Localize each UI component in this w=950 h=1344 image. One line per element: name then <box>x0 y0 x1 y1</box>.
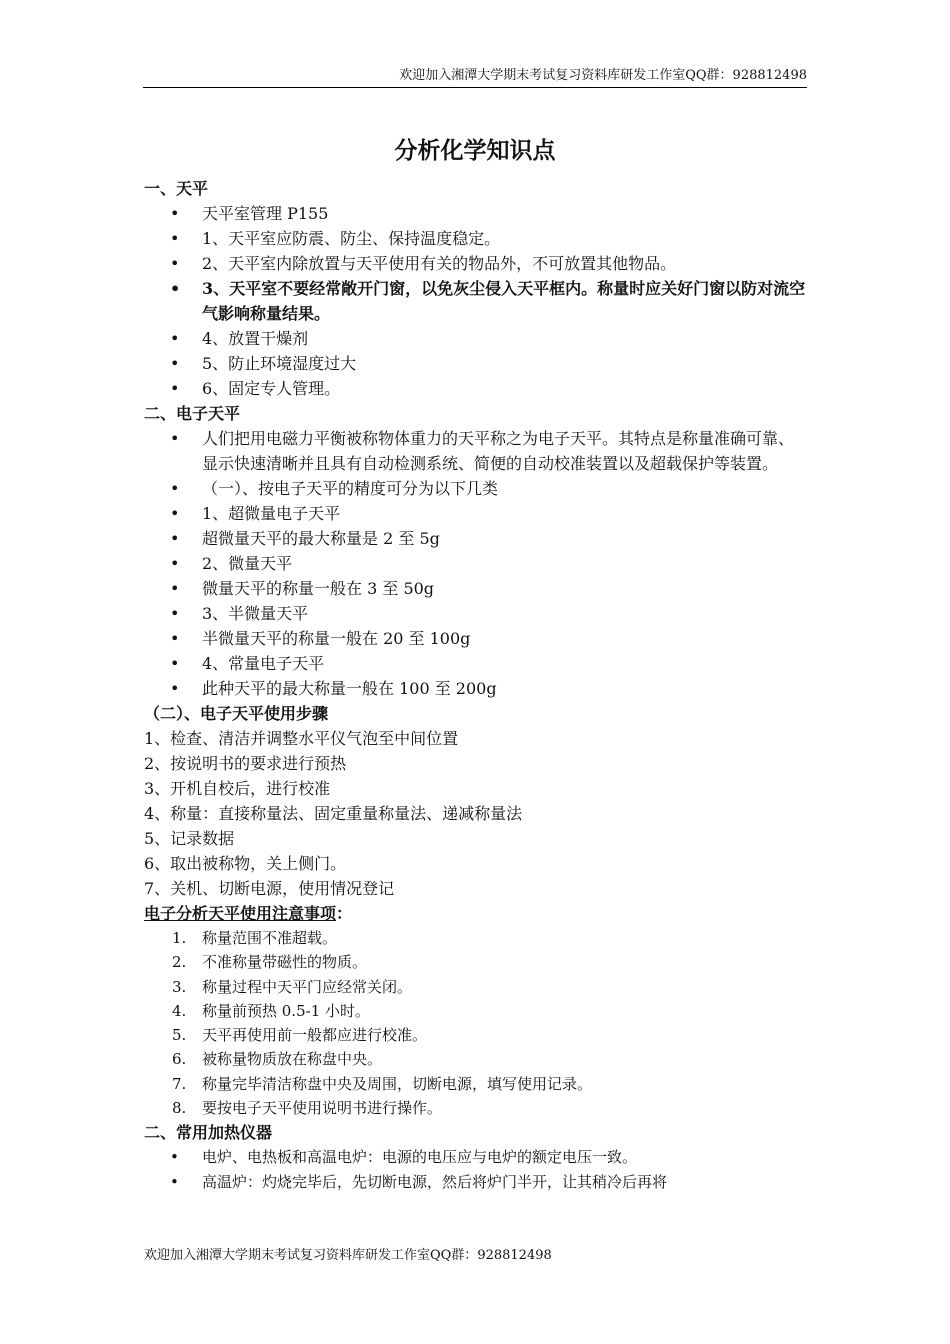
list-item: • 1、超微量电子天平 <box>144 501 806 526</box>
usage-step: 6、取出被称物，关上侧门。 <box>144 854 347 873</box>
bullet-icon: • <box>170 254 180 273</box>
list-item: • 高温炉：灼烧完毕后，先切断电源，然后将炉门半开，让其稍冷后再将 <box>144 1170 806 1195</box>
bullet-icon: • <box>170 679 180 698</box>
bullet-icon: • <box>170 629 180 648</box>
list-item: • （一）、按电子天平的精度可分为以下几类 <box>144 476 806 501</box>
document-body <box>144 176 806 1194</box>
bullet-icon: • <box>170 429 180 448</box>
electronic-balance-list <box>144 426 806 701</box>
header-rule <box>143 87 807 88</box>
usage-step: 3、开机自校后，进行校准 <box>144 779 331 798</box>
list-item: • 超微量天平的最大称量是 2 至 5g <box>144 526 806 551</box>
numbered-item: 6. 被称量物质放在称盘中央。 <box>144 1047 806 1071</box>
item-number: 3. <box>172 977 187 996</box>
balance-room-list <box>144 201 806 401</box>
bullet-icon: • <box>170 204 180 223</box>
usage-step: 2、按说明书的要求进行预热 <box>144 754 347 773</box>
usage-step: 1、检查、清洁并调整水平仪气泡至中间位置 <box>144 729 459 748</box>
list-item: • 1、天平室应防震、防尘、保持温度稳定。 <box>144 226 806 251</box>
page-header: 欢迎加入湘潭大学期末考试复习资料库研发工作室QQ群：928812498 <box>399 68 807 83</box>
item-number: 2. <box>172 953 187 972</box>
bullet-icon: • <box>170 1148 179 1167</box>
list-item: • 此种天平的最大称量一般在 100 至 200g <box>144 676 806 701</box>
numbered-item: 3. 称量过程中天平门应经常关闭。 <box>144 975 806 999</box>
bullet-icon: • <box>170 379 180 398</box>
bullet-icon: • <box>170 554 180 573</box>
list-item: • 天平室管理 P155 <box>144 201 806 226</box>
section-heading-balance: 一、天平 <box>144 179 209 198</box>
precautions-list <box>144 926 806 1120</box>
usage-step: 5、记录数据 <box>144 829 235 848</box>
bullet-icon: • <box>170 229 180 248</box>
page-footer: 欢迎加入湘潭大学期末考试复习资料库研发工作室QQ群：928812498 <box>144 1248 552 1263</box>
heating-instruments-list <box>144 1145 806 1194</box>
list-item: • 2、微量天平 <box>144 551 806 576</box>
bullet-icon: • <box>170 654 180 673</box>
list-item: • 5、防止环境湿度过大 <box>144 351 806 376</box>
item-number: 1. <box>172 929 187 947</box>
item-number: 4. <box>172 1001 187 1020</box>
numbered-item: 5. 天平再使用前一般都应进行校准。 <box>144 1023 806 1047</box>
bullet-icon: • <box>170 504 180 523</box>
document-title: 分析化学知识点 <box>394 138 556 164</box>
section-heading-electronic-balance: 二、电子天平 <box>144 404 241 423</box>
section-heading-precautions <box>144 901 806 926</box>
usage-step: 7、关机、切断电源，使用情况登记 <box>144 879 395 898</box>
bullet-icon: • <box>170 479 180 498</box>
numbered-item: 4. 称量前预热 0.5-1 小时。 <box>144 999 806 1023</box>
list-item: • 微量天平的称量一般在 3 至 50g <box>144 576 806 601</box>
list-item: • 电炉、电热板和高温电炉：电源的电压应与电炉的额定电压一致。 <box>144 1145 806 1170</box>
bullet-icon: • <box>170 329 180 348</box>
section-heading-usage-steps: （二）、电子天平使用步骤 <box>144 704 329 723</box>
list-item: • 半微量天平的称量一般在 20 至 100g <box>144 626 806 651</box>
numbered-item: 1. 称量范围不准超载。 <box>144 926 806 950</box>
bullet-icon: • <box>170 604 180 623</box>
item-number: 7. <box>172 1074 187 1093</box>
numbered-item: 8. 要按电子天平使用说明书进行操作。 <box>144 1096 806 1120</box>
bullet-icon: • <box>170 579 180 598</box>
precautions-colon: ： <box>336 904 353 923</box>
section-heading-heating-instruments: 二、常用加热仪器 <box>144 1123 273 1143</box>
bullet-icon: • <box>170 529 180 548</box>
precautions-title: 电子分析天平使用注意事项 <box>144 904 337 923</box>
item-number: 8. <box>172 1099 187 1118</box>
item-number: 6. <box>172 1050 187 1069</box>
bullet-icon: • <box>170 1172 179 1191</box>
list-item: • 4、常量电子天平 <box>144 651 806 676</box>
list-item: • 6、固定专人管理。 <box>144 376 806 401</box>
list-item: • 4、放置干燥剂 <box>144 326 806 351</box>
list-item-emphasis: • 3、天平室不要经常敞开门窗，以免灰尘侵入天平框内。称量时应关好门窗以防对流空气影响称量结果。 <box>144 276 806 326</box>
bullet-icon: • <box>170 279 181 298</box>
numbered-item: 2. 不准称量带磁性的物质。 <box>144 950 806 974</box>
list-item: • 人们把用电磁力平衡被称物体重力的天平称之为电子天平。其特点是称量准确可靠、显示快速清晰并且具有自动检测系统、简便的自动校准装置以及超载保护等装置。 <box>144 426 806 476</box>
numbered-item: 7. 称量完毕清洁称盘中央及周围，切断电源，填写使用记录。 <box>144 1072 806 1096</box>
item-number: 5. <box>172 1026 187 1045</box>
list-item: • 2、天平室内除放置与天平使用有关的物品外，不可放置其他物品。 <box>144 251 806 276</box>
list-item: • 3、半微量天平 <box>144 601 806 626</box>
usage-step: 4、称量：直接称量法、固定重量称量法、递减称量法 <box>144 804 523 823</box>
bullet-icon: • <box>170 354 180 373</box>
